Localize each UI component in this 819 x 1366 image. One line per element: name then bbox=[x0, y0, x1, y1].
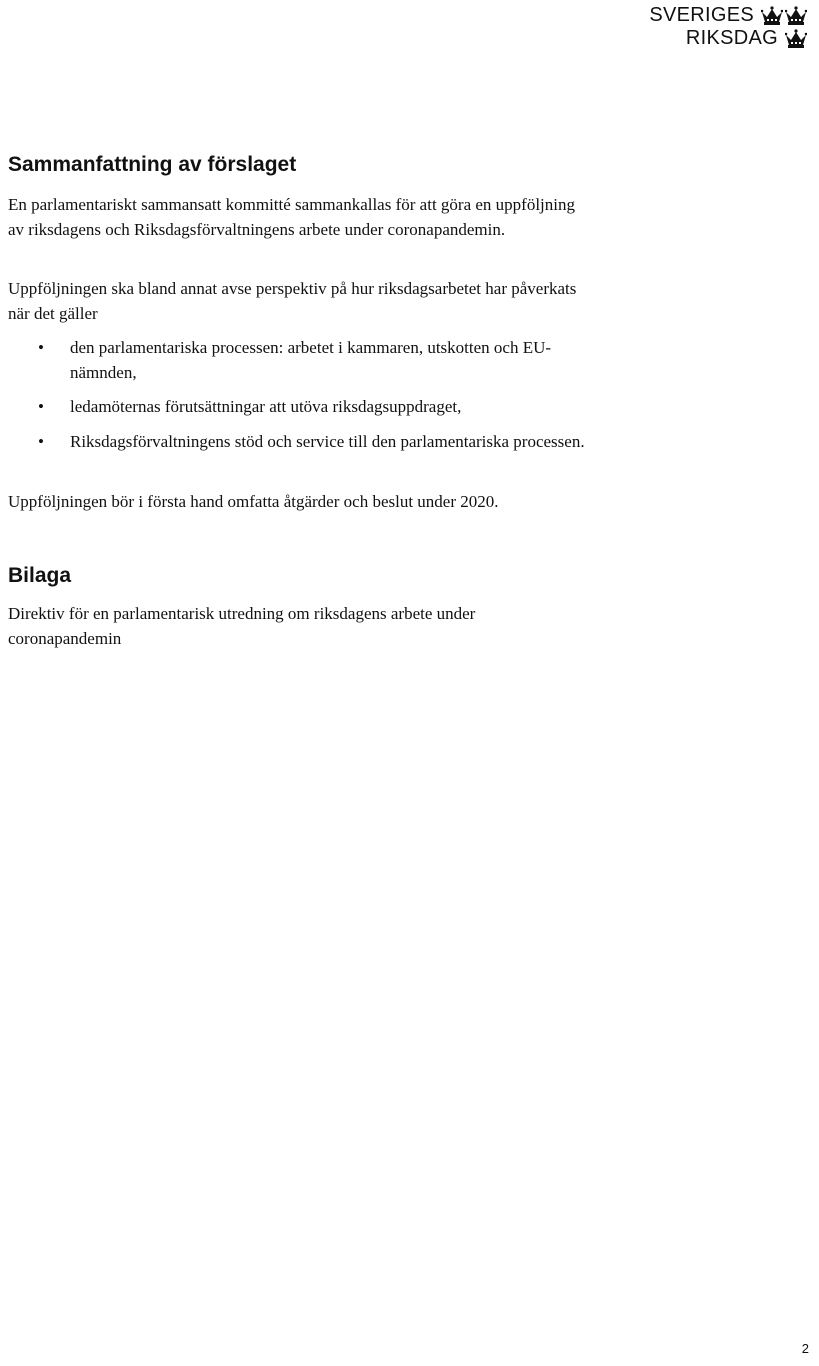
bullet-icon: • bbox=[38, 397, 44, 416]
list-item-text: den parlamentariska processen: arbetet i kammaren, utskotten och EU-nämnden, bbox=[70, 338, 552, 382]
list-item bbox=[0, 336, 585, 385]
list-item-text: Riksdagsförvaltningens stöd och service till den parlamentariska processen. bbox=[70, 431, 585, 451]
page-number: 2 bbox=[801, 1341, 809, 1356]
scope-paragraph: Uppföljningen bör i första hand omfatta åtgärder och beslut under 2020. bbox=[8, 492, 499, 511]
crown-icon bbox=[761, 6, 783, 26]
summary-intro-paragraph: En parlamentariskt sammansatt kommitté sammankallas för att göra en uppföljning av riksdagens och Riksdagsförvaltningens arbete under coronapandemin. bbox=[8, 195, 575, 239]
logo-row-2 bbox=[686, 27, 807, 50]
bullet-icon: • bbox=[38, 338, 44, 357]
section-heading-annex: Bilaga bbox=[8, 564, 72, 587]
logo-row-1 bbox=[649, 4, 807, 27]
section-heading-summary: Sammanfattning av förslaget bbox=[8, 153, 297, 176]
logo-text-riksdag: RIKSDAG bbox=[685, 27, 778, 49]
followup-bullet-list bbox=[0, 336, 600, 464]
list-item bbox=[0, 430, 585, 455]
crown-icon bbox=[785, 6, 807, 26]
list-item bbox=[0, 395, 585, 420]
followup-paragraph: Uppföljningen ska bland annat avse perspektiv på hur riksdagsarbetet har påverkats när det gäller bbox=[8, 279, 577, 323]
annex-paragraph: Direktiv för en parlamentarisk utredning om riksdagens arbete under coronapandemin bbox=[8, 604, 476, 648]
list-item-text: ledamöternas förutsättningar att utöva riksdagsuppdraget, bbox=[70, 397, 462, 416]
crown-icon bbox=[785, 29, 807, 49]
riksdag-logo bbox=[649, 4, 807, 50]
logo-text-sveriges: SVERIGES bbox=[649, 4, 754, 26]
bullet-icon: • bbox=[38, 431, 44, 451]
